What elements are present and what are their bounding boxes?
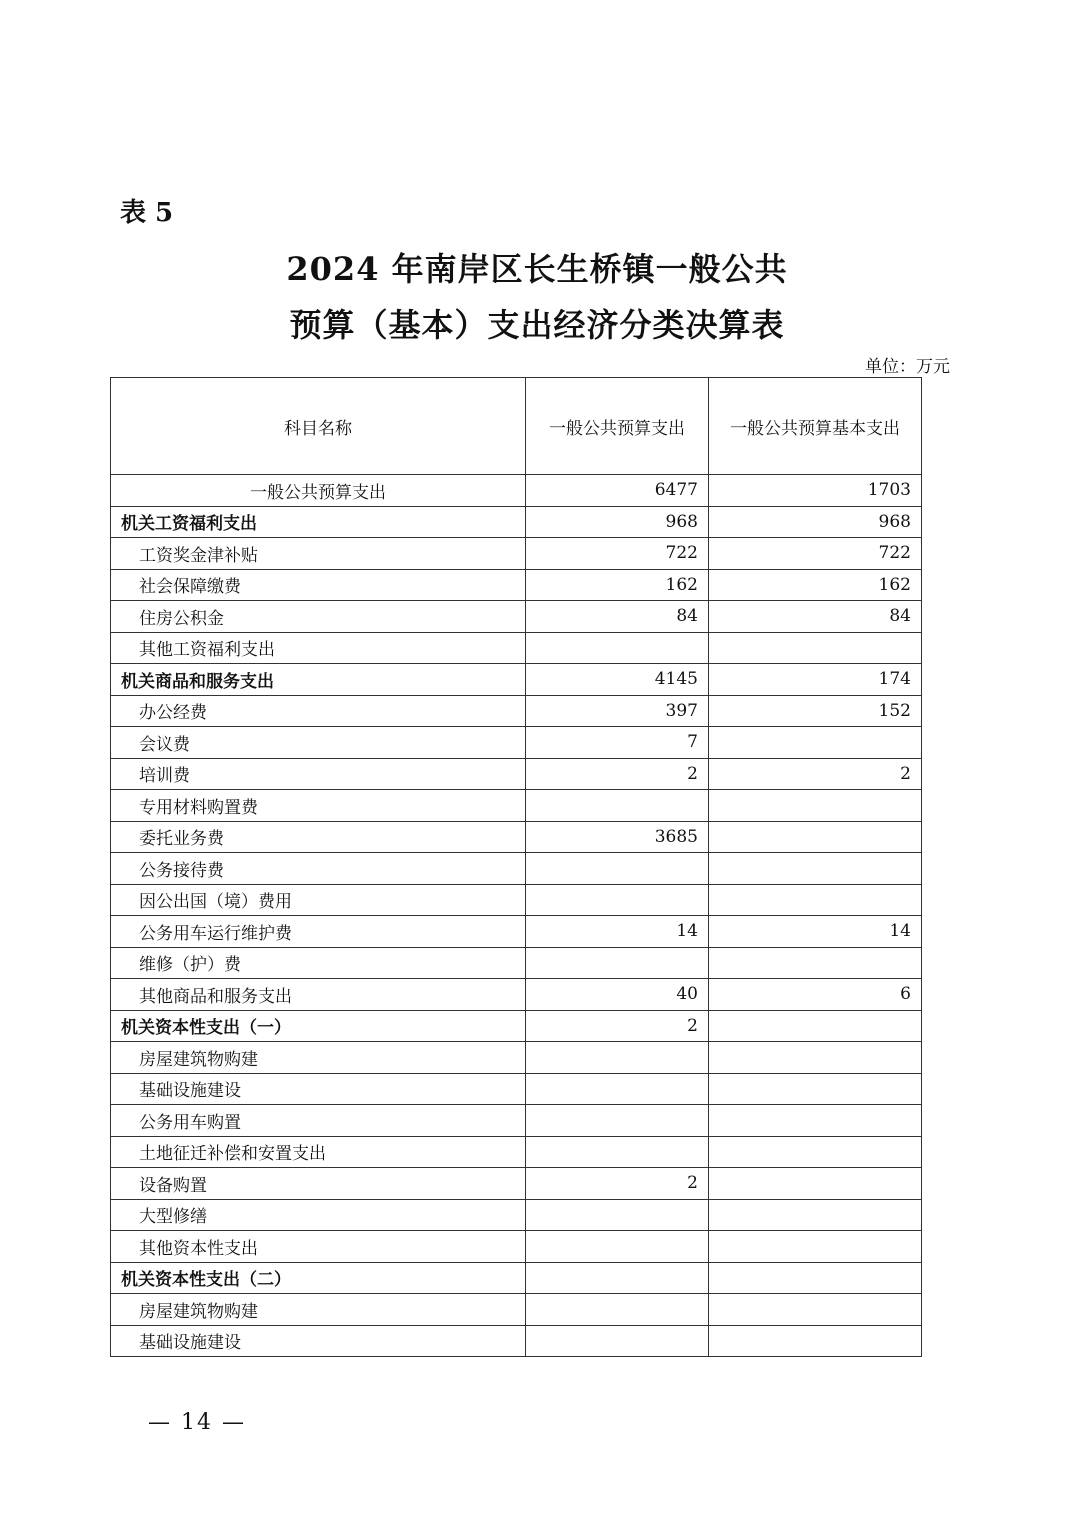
row-basic-expenditure: 1703 [709,475,922,507]
page-title-line-1: 2024 年南岸区长生桥镇一般公共 [286,250,788,288]
row-basic-expenditure [709,1294,922,1326]
row-basic-expenditure: 14 [709,916,922,948]
table-row [111,506,922,538]
row-budget-expenditure: 14 [526,916,709,948]
row-budget-expenditure [526,1105,709,1137]
row-basic-expenditure [709,1136,922,1168]
row-subject-name: 社会保障缴费 [111,569,526,601]
table-row [111,695,922,727]
table-row [111,821,922,853]
unit-label: 单位：万元 [865,357,950,377]
row-subject-name: 会议费 [111,727,526,759]
row-budget-expenditure: 397 [526,695,709,727]
row-basic-expenditure [709,884,922,916]
table-row [111,853,922,885]
page-title-line-2: 预算（基本）支出经济分类决算表 [289,306,785,344]
row-budget-expenditure [526,1294,709,1326]
row-subject-name: 因公出国（境）费用 [111,884,526,916]
table-row [111,1325,922,1357]
row-budget-expenditure: 3685 [526,821,709,853]
header-general-budget-expenditure: 一般公共预算支出 [526,378,709,475]
row-basic-expenditure [709,821,922,853]
table-row [111,1199,922,1231]
row-budget-expenditure: 84 [526,601,709,633]
budget-table [110,377,922,1357]
row-budget-expenditure [526,632,709,664]
row-subject-name: 设备购置 [111,1168,526,1200]
row-basic-expenditure [709,632,922,664]
row-subject-name: 房屋建筑物购建 [111,1042,526,1074]
row-basic-expenditure: 162 [709,569,922,601]
table-row [111,1262,922,1294]
row-subject-name: 基础设施建设 [111,1325,526,1357]
row-budget-expenditure: 2 [526,758,709,790]
table-row [111,475,922,507]
row-basic-expenditure: 968 [709,506,922,538]
row-basic-expenditure [709,947,922,979]
row-subject-name: 办公经费 [111,695,526,727]
row-subject-name: 住房公积金 [111,601,526,633]
table-row [111,790,922,822]
row-budget-expenditure: 722 [526,538,709,570]
row-budget-expenditure: 162 [526,569,709,601]
row-budget-expenditure [526,1199,709,1231]
table-row [111,632,922,664]
row-subject-name: 房屋建筑物购建 [111,1294,526,1326]
row-basic-expenditure: 2 [709,758,922,790]
row-budget-expenditure [526,1073,709,1105]
row-basic-expenditure [709,1231,922,1263]
row-budget-expenditure: 2 [526,1010,709,1042]
row-basic-expenditure: 84 [709,601,922,633]
row-basic-expenditure [709,1168,922,1200]
table-row [111,884,922,916]
row-budget-expenditure [526,790,709,822]
row-basic-expenditure [709,1262,922,1294]
row-subject-name: 土地征迁补偿和安置支出 [111,1136,526,1168]
row-subject-name: 工资奖金津补贴 [111,538,526,570]
row-budget-expenditure: 6477 [526,475,709,507]
row-budget-expenditure [526,853,709,885]
row-basic-expenditure [709,1325,922,1357]
row-subject-name: 大型修缮 [111,1199,526,1231]
row-subject-name: 机关商品和服务支出 [111,664,526,696]
row-subject-name: 委托业务费 [111,821,526,853]
row-basic-expenditure [709,1010,922,1042]
row-basic-expenditure: 174 [709,664,922,696]
table-row [111,947,922,979]
table-row [111,1105,922,1137]
row-subject-name: 其他工资福利支出 [111,632,526,664]
row-basic-expenditure [709,1199,922,1231]
row-basic-expenditure [709,1073,922,1105]
table-row [111,1010,922,1042]
row-budget-expenditure [526,1136,709,1168]
row-budget-expenditure [526,1042,709,1074]
row-subject-name: 机关工资福利支出 [111,506,526,538]
row-budget-expenditure [526,1325,709,1357]
row-basic-expenditure [709,727,922,759]
row-basic-expenditure [709,1042,922,1074]
row-subject-name: 公务用车购置 [111,1105,526,1137]
row-subject-name: 培训费 [111,758,526,790]
row-budget-expenditure [526,947,709,979]
row-basic-expenditure [709,853,922,885]
table-row [111,979,922,1011]
row-basic-expenditure: 722 [709,538,922,570]
row-subject-name: 机关资本性支出（一） [111,1010,526,1042]
table-row [111,1136,922,1168]
row-budget-expenditure: 7 [526,727,709,759]
table-row [111,1042,922,1074]
row-budget-expenditure [526,884,709,916]
row-subject-name: 公务用车运行维护费 [111,916,526,948]
table-row [111,727,922,759]
page-number: — 14 — [148,1410,246,1435]
row-basic-expenditure: 6 [709,979,922,1011]
table-row [111,1231,922,1263]
row-subject-name: 维修（护）费 [111,947,526,979]
header-general-budget-basic-expenditure: 一般公共预算基本支出 [709,378,922,475]
row-basic-expenditure [709,790,922,822]
row-budget-expenditure: 2 [526,1168,709,1200]
row-subject-name: 其他资本性支出 [111,1231,526,1263]
row-budget-expenditure: 968 [526,506,709,538]
table-body [111,475,922,1357]
table-row [111,758,922,790]
table-row [111,1294,922,1326]
row-budget-expenditure: 40 [526,979,709,1011]
row-budget-expenditure [526,1231,709,1263]
table-row [111,601,922,633]
row-subject-name: 基础设施建设 [111,1073,526,1105]
table-row [111,538,922,570]
table-row [111,1168,922,1200]
table-row [111,916,922,948]
row-subject-name: 其他商品和服务支出 [111,979,526,1011]
table-row [111,664,922,696]
table-header-row [111,378,922,475]
row-subject-name: 专用材料购置费 [111,790,526,822]
table-row [111,569,922,601]
header-subject-name: 科目名称 [111,378,526,475]
table-label: 表 5 [120,198,174,228]
row-basic-expenditure: 152 [709,695,922,727]
row-subject-name: 机关资本性支出（二） [111,1262,526,1294]
row-subject-name: 公务接待费 [111,853,526,885]
table-row [111,1073,922,1105]
row-basic-expenditure [709,1105,922,1137]
row-budget-expenditure [526,1262,709,1294]
row-budget-expenditure: 4145 [526,664,709,696]
row-subject-name: 一般公共预算支出 [111,475,526,507]
